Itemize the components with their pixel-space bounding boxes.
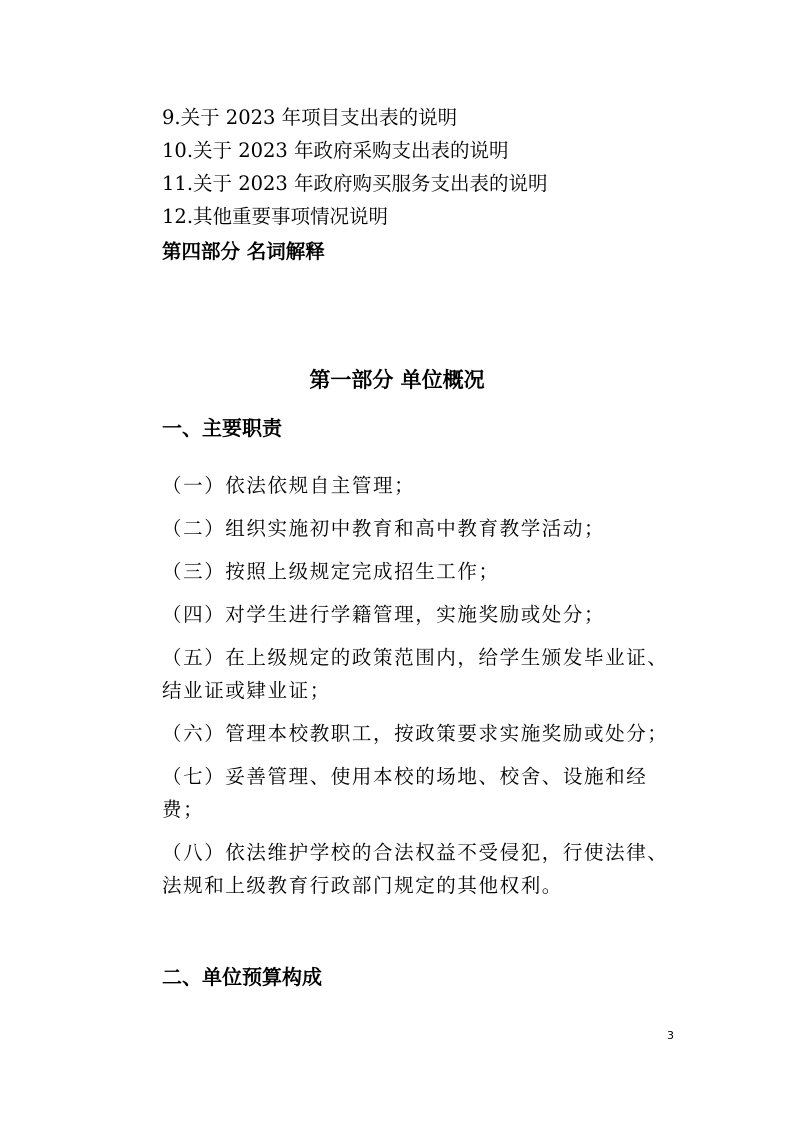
toc-item: 12.其他重要事项情况说明 xyxy=(162,205,389,228)
duty-item: （一）依法依规自主管理； xyxy=(162,474,416,497)
toc-item: 11.关于 2023 年政府购买服务支出表的说明 xyxy=(162,172,548,195)
duty-item: （二）组织实施初中教育和高中教育教学活动； xyxy=(162,517,606,540)
toc-item: 10.关于 2023 年政府采购支出表的说明 xyxy=(162,139,509,162)
section2-heading: 二、单位预算构成 xyxy=(162,965,322,989)
duty-item: （六）管理本校教职工，按政策要求实施奖励或处分； xyxy=(162,722,669,745)
section1-heading: 一、主要职责 xyxy=(162,416,282,440)
table-of-contents xyxy=(162,101,548,233)
duty-item: （三）按照上级规定完成招生工作； xyxy=(162,560,500,583)
duty-item: （八）依法维护学校的合法权益不受侵犯，行使法律、法规和上级教育行政部门规定的其他权利。 xyxy=(162,841,669,897)
duties-list xyxy=(162,469,682,912)
duty-item: （七）妥善管理、使用本校的场地、校舍、设施和经费； xyxy=(162,765,648,821)
part4-heading: 第四部分 名词解释 xyxy=(162,240,325,263)
part1-title: 第一部分 单位概况 xyxy=(309,368,485,392)
page-number: 3 xyxy=(667,1029,674,1042)
duty-item: （五）在上级规定的政策范围内，给学生颁发毕业证、结业证或肄业证； xyxy=(162,646,669,702)
duty-item: （四）对学生进行学籍管理，实施奖励或处分； xyxy=(162,603,606,626)
toc-item: 9.关于 2023 年项目支出表的说明 xyxy=(162,106,458,129)
